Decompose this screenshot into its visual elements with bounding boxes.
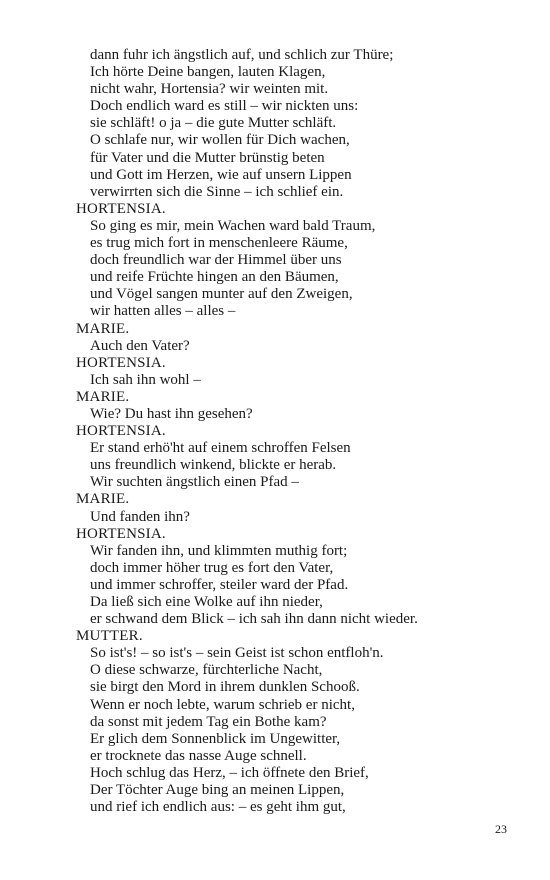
verse-line: Er stand erhö'ht auf einem schroffen Felsen	[90, 440, 351, 457]
verse-line: O schlafe nur, wir wollen für Dich wachen,	[90, 132, 350, 149]
speaker-name: HORTENSIA.	[76, 423, 166, 440]
play-text	[76, 47, 516, 816]
verse-line: er schwand dem Blick – ich sah ihn dann nicht wieder.	[90, 611, 418, 628]
verse-line: Hoch schlug das Herz, – ich öffnete den Brief,	[90, 764, 369, 781]
page-number: 23	[495, 822, 507, 836]
verse-line: Da ließ sich eine Wolke auf ihn nieder,	[90, 594, 323, 610]
verse-line: und reife Früchte hingen an den Bäumen,	[90, 269, 339, 286]
speaker-name: MARIE.	[76, 320, 130, 337]
verse-line: Wenn er noch lebte, warum schrieb er nicht,	[90, 696, 355, 713]
verse-line: So ist's! – so ist's – sein Geist ist schon entfloh'n.	[90, 645, 384, 662]
verse-line: Doch endlich ward es still – wir nickten uns:	[90, 98, 359, 115]
speaker-name: MARIE.	[76, 491, 130, 508]
verse-line: er trocknete das nasse Auge schnell.	[90, 747, 307, 764]
speaker-name: HORTENSIA.	[76, 200, 166, 217]
verse-line: O diese schwarze, fürchterliche Nacht,	[90, 662, 323, 679]
verse-line: sie birgt den Mord in ihrem dunklen Schooß.	[90, 679, 360, 696]
verse-line: und rief ich endlich aus: – es geht ihm gut,	[90, 799, 346, 816]
verse-line: Auch den Vater?	[90, 337, 190, 354]
verse-line: für Vater und die Mutter brünstig beten	[90, 149, 325, 166]
verse-line: Wir suchten ängstlich einen Pfad –	[90, 474, 299, 491]
speaker-name: HORTENSIA.	[76, 354, 166, 371]
verse-line: Ich sah ihn wohl –	[90, 371, 201, 388]
verse-line: da sonst mit jedem Tag ein Bothe kam?	[90, 713, 327, 730]
verse-line: uns freundlich winkend, blickte er herab.	[90, 457, 337, 474]
speaker-name: MUTTER.	[76, 628, 143, 645]
verse-line: Ich hörte Deine bangen, lauten Klagen,	[90, 64, 326, 81]
verse-line: Wir fanden ihn, und klimmten muthig fort;	[90, 542, 348, 559]
verse-line: Wie? Du hast ihn gesehen?	[90, 405, 253, 422]
verse-line: und immer schroffer, steiler ward der Pfad.	[90, 576, 349, 593]
verse-line: doch freundlich war der Himmel über uns	[90, 252, 342, 269]
verse-line: Und fanden ihn?	[90, 508, 190, 525]
verse-line: wir hatten alles – alles –	[90, 303, 236, 320]
verse-line: und Vögel sangen munter auf den Zweigen,	[90, 286, 353, 303]
verse-line: dann fuhr ich ängstlich auf, und schlich zur Thüre;	[90, 47, 394, 63]
verse-line: es trug mich fort in menschenleere Räume,	[90, 235, 348, 252]
verse-line: sie schläft! o ja – die gute Mutter schläft.	[90, 115, 337, 132]
verse-line: verwirrten sich die Sinne – ich schlief ein.	[90, 183, 344, 200]
verse-line: Der Töchter Auge bing an meinen Lippen,	[90, 782, 345, 799]
verse-line: Er glich dem Sonnenblick im Ungewitter,	[90, 730, 341, 747]
speaker-name: HORTENSIA.	[76, 525, 166, 542]
speaker-name: MARIE.	[76, 388, 130, 405]
verse-line: So ging es mir, mein Wachen ward bald Traum,	[90, 217, 376, 234]
verse-line: und Gott im Herzen, wie auf unsern Lippen	[90, 166, 352, 183]
verse-line: doch immer höher trug es fort den Vater,	[90, 559, 334, 576]
verse-line: nicht wahr, Hortensia? wir weinten mit.	[90, 81, 329, 98]
